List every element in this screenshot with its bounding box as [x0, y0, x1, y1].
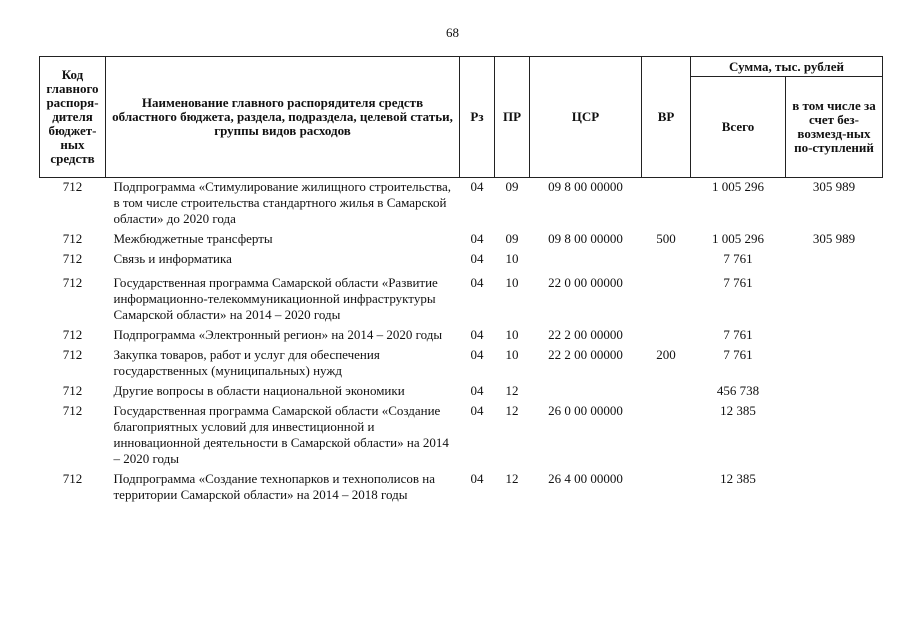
- cell-total: 1 005 296: [712, 231, 764, 246]
- header-rz: Рз: [460, 57, 495, 178]
- table-row: [40, 250, 883, 274]
- table-row: [40, 178, 883, 231]
- header-free: в том числе за счет без-возмезд-ных по-ступлений: [786, 77, 883, 178]
- table-row: [40, 382, 883, 402]
- cell-total: 7 761: [723, 327, 753, 342]
- header-total: Всего: [691, 77, 786, 178]
- cell-name: Связь и информатика: [113, 251, 232, 266]
- cell-rz: 04: [470, 327, 484, 342]
- cell-vr: [642, 382, 691, 402]
- cell-name: Другие вопросы в области национальной экономики: [113, 383, 405, 398]
- cell-code: 712: [62, 347, 83, 362]
- cell-rz: 04: [470, 275, 484, 290]
- cell-vr: [642, 402, 691, 470]
- cell-rz: 04: [470, 251, 484, 266]
- cell-code: 712: [62, 383, 83, 398]
- cell-total: 7 761: [723, 251, 753, 266]
- cell-csr: 22 2 00 00000: [548, 347, 623, 362]
- cell-rz: 04: [470, 383, 484, 398]
- table-row: [40, 326, 883, 346]
- cell-pr: 10: [505, 251, 519, 266]
- cell-pr: 10: [505, 327, 519, 342]
- cell-rz: 04: [470, 347, 484, 362]
- cell-free: 305 989: [812, 231, 856, 246]
- cell-pr: 12: [505, 471, 519, 486]
- table-row: [40, 274, 883, 326]
- cell-pr: 12: [505, 383, 519, 398]
- cell-csr: 09 8 00 00000: [548, 231, 623, 246]
- budget-table: [39, 56, 883, 506]
- page-number: 68: [446, 25, 459, 40]
- header-name: Наименование главного распорядителя средств областного бюджета, раздела, подраздела, целевой статьи, группы видов расходов: [106, 57, 460, 178]
- cell-total: 7 761: [723, 347, 753, 362]
- cell-code: 712: [62, 231, 83, 246]
- cell-pr: 09: [505, 179, 519, 194]
- cell-free: [786, 326, 883, 346]
- header-code: Код главного распоря-дителя бюджет-ных средств: [40, 57, 106, 178]
- cell-free: [786, 470, 883, 506]
- table-row: [40, 402, 883, 470]
- cell-name: Государственная программа Самарской области «Развитие информационно-телекоммуникационной инфраструктуры Самарской области» на 2014 – 2020 годы: [113, 275, 438, 322]
- cell-csr: 26 0 00 00000: [548, 403, 623, 418]
- cell-total: 7 761: [723, 275, 753, 290]
- cell-vr: [642, 250, 691, 274]
- cell-vr: [642, 274, 691, 326]
- cell-free: 305 989: [812, 179, 856, 194]
- cell-free: [786, 346, 883, 382]
- cell-csr: 26 4 00 00000: [548, 471, 623, 486]
- cell-name: Подпрограмма «Создание технопарков и технополисов на территории Самарской области» на 2014 – 2018 годы: [113, 471, 436, 502]
- cell-name: Подпрограмма «Стимулирование жилищного строительства, в том числе строительства стандартного жилья в Самарской области» до 2020 года: [113, 179, 451, 226]
- cell-csr: 09 8 00 00000: [548, 179, 623, 194]
- header-csr: ЦСР: [530, 57, 642, 178]
- cell-vr: 500: [656, 231, 676, 246]
- cell-total: 456 738: [716, 383, 760, 398]
- cell-name: Межбюджетные трансферты: [113, 231, 273, 246]
- cell-pr: 12: [505, 403, 519, 418]
- cell-code: 712: [62, 251, 83, 266]
- cell-csr: [530, 250, 642, 274]
- cell-name: Подпрограмма «Электронный регион» на 2014 – 2020 годы: [113, 327, 443, 342]
- cell-code: 712: [62, 179, 83, 194]
- cell-pr: 10: [505, 275, 519, 290]
- cell-total: 12 385: [720, 471, 756, 486]
- cell-csr: 22 2 00 00000: [548, 327, 623, 342]
- header-amount: Сумма, тыс. рублей: [691, 57, 883, 77]
- cell-rz: 04: [470, 179, 484, 194]
- header-pr: ПР: [495, 57, 530, 178]
- cell-code: 712: [62, 471, 83, 486]
- cell-total: 12 385: [720, 403, 756, 418]
- cell-vr: [642, 470, 691, 506]
- cell-code: 712: [62, 275, 83, 290]
- cell-total: 1 005 296: [712, 179, 764, 194]
- cell-csr: 22 0 00 00000: [548, 275, 623, 290]
- cell-pr: 10: [505, 347, 519, 362]
- cell-free: [786, 274, 883, 326]
- cell-vr: [642, 326, 691, 346]
- cell-code: 712: [62, 403, 83, 418]
- cell-name: Закупка товаров, работ и услуг для обеспечения государственных (муниципальных) нужд: [113, 347, 380, 378]
- table-row: [40, 346, 883, 382]
- cell-free: [786, 402, 883, 470]
- cell-free: [786, 382, 883, 402]
- table-row: [40, 230, 883, 250]
- cell-rz: 04: [470, 403, 484, 418]
- cell-free: [786, 250, 883, 274]
- cell-code: 712: [62, 327, 83, 342]
- cell-csr: [530, 382, 642, 402]
- cell-name: Государственная программа Самарской области «Создание благоприятных условий для инвестиционной и инновационной деятельности в Самарской области» на 2014 – 2020 годы: [113, 403, 449, 466]
- cell-vr: 200: [656, 347, 676, 362]
- header-vr: ВР: [642, 57, 691, 178]
- cell-rz: 04: [470, 231, 484, 246]
- cell-rz: 04: [470, 471, 484, 486]
- table-row: [40, 470, 883, 506]
- cell-vr: [642, 178, 691, 231]
- cell-pr: 09: [505, 231, 519, 246]
